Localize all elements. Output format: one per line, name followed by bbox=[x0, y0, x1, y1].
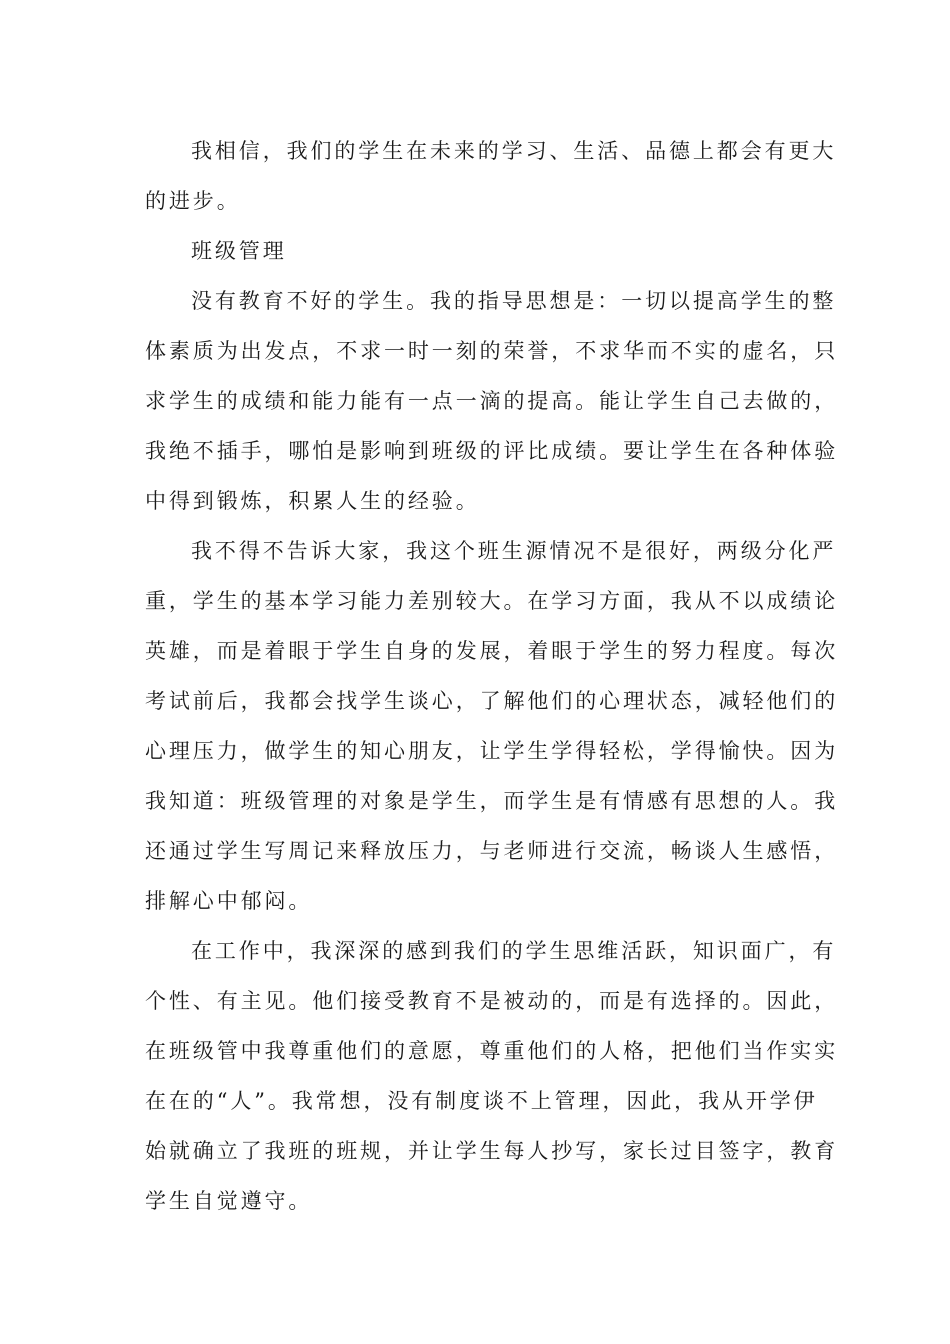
paragraph-line: 我知道：班级管理的对象是学生，而学生是有情感有思想的人。我 bbox=[145, 789, 839, 813]
paragraph-line: 在在的“人”。我常想，没有制度谈不上管理，因此，我从开学伊 bbox=[145, 1089, 818, 1113]
paragraph-line: 学生自觉遵守。 bbox=[145, 1189, 313, 1213]
paragraph-line: 排解心中郁闷。 bbox=[145, 889, 313, 913]
paragraph-line: 我相信，我们的学生在未来的学习、生活、品德上都会有更大 bbox=[191, 139, 837, 163]
paragraph-line: 没有教育不好的学生。我的指导思想是：一切以提高学生的整 bbox=[191, 289, 837, 313]
paragraph-line: 我不得不告诉大家，我这个班生源情况不是很好，两级分化严 bbox=[191, 539, 837, 563]
paragraph-line: 重，学生的基本学习能力差别较大。在学习方面，我从不以成绩论 bbox=[145, 589, 839, 613]
paragraph-line: 还通过学生写周记来释放压力，与老师进行交流，畅谈人生感悟， bbox=[145, 839, 839, 863]
paragraph-line: 个性、有主见。他们接受教育不是被动的，而是有选择的。因此， bbox=[145, 989, 839, 1013]
paragraph-line: 在工作中，我深深的感到我们的学生思维活跃，知识面广，有 bbox=[191, 939, 837, 963]
paragraph-line: 体素质为出发点，不求一时一刻的荣誉，不求华而不实的虚名，只 bbox=[145, 339, 839, 363]
paragraph-line: 中得到锻炼，积累人生的经验。 bbox=[145, 489, 480, 513]
paragraph-line: 心理压力，做学生的知心朋友，让学生学得轻松，学得愉快。因为 bbox=[145, 739, 839, 763]
paragraph-line: 考试前后，我都会找学生谈心，了解他们的心理状态，减轻他们的 bbox=[145, 689, 839, 713]
paragraph-line: 始就确立了我班的班规，并让学生每人抄写，家长过目签字，教育 bbox=[145, 1139, 839, 1163]
section-heading: 班级管理 bbox=[191, 239, 287, 263]
paragraph-line: 的进步。 bbox=[145, 189, 241, 213]
paragraph-line: 在班级管中我尊重他们的意愿，尊重他们的人格，把他们当作实实 bbox=[145, 1039, 839, 1063]
paragraph-line: 求学生的成绩和能力能有一点一滴的提高。能让学生自己去做的， bbox=[145, 389, 839, 413]
paragraph-line: 我绝不插手，哪怕是影响到班级的评比成绩。要让学生在各种体验 bbox=[145, 439, 839, 463]
paragraph-line: 英雄，而是着眼于学生自身的发展，着眼于学生的努力程度。每次 bbox=[145, 639, 839, 663]
